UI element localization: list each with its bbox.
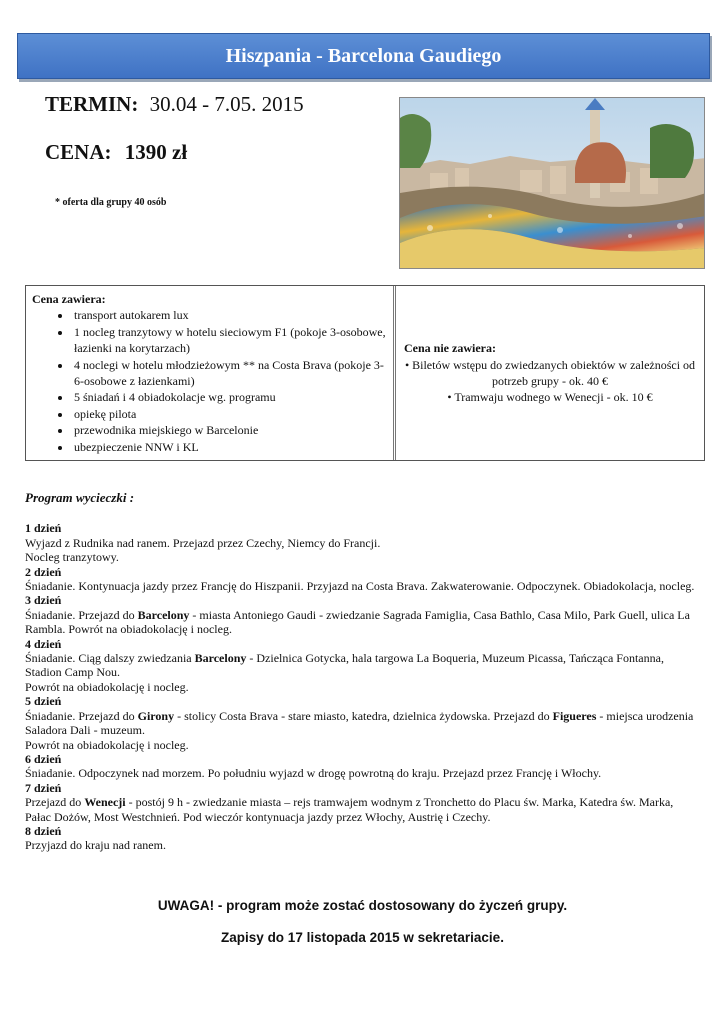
list-item: • Biletów wstępu do zwiedzanych obiektów w zależności od potrzeb grupy - ok. 40 € <box>404 357 696 388</box>
list-item: • ubezpieczenie NNW i KL <box>72 439 387 455</box>
offer-note: * oferta dla grupy 40 osób <box>55 197 167 208</box>
day-description <box>25 709 695 738</box>
price-table <box>25 285 705 461</box>
day-heading: 3 dzień <box>25 593 62 608</box>
day-description <box>25 550 695 564</box>
day-description <box>25 738 695 752</box>
place-name: Wenecji <box>84 795 126 810</box>
place-name: Barcelony <box>194 651 247 666</box>
list-item: • opiekę pilota <box>72 406 387 422</box>
day-text: - miasta Antoniego Gaudi - zwiedzanie Sagrada Famiglia, Casa Bathlo, Casa Milo, Park Guell, ulica La Rambla. Powrót na obiadokolację i nocleg. <box>25 607 690 637</box>
includes-heading: Cena zawiera: <box>32 292 106 306</box>
price-value: 1390 zł <box>124 140 188 164</box>
day-text: Śniadanie. Przejazd do <box>25 708 138 723</box>
day-description <box>25 536 695 550</box>
place-name: Figueres <box>552 708 597 723</box>
term-line <box>45 92 304 117</box>
list-item: • 5 śniadań i 4 obiadokolacje wg. programu <box>72 389 387 405</box>
day-text: Przyjazd do kraju nad ranem. <box>25 838 166 853</box>
day-description <box>25 795 695 824</box>
day-heading: 4 dzień <box>25 636 62 651</box>
day-heading: 2 dzień <box>25 564 62 579</box>
notice-warning: UWAGA! - program może zostać dostosowany do życzeń grupy. <box>157 898 568 913</box>
day-description <box>25 579 695 593</box>
day-heading: 7 dzień <box>25 780 62 795</box>
excludes-cell <box>396 286 704 460</box>
day-text: - stolicy Costa Brava - stare miasto, katedra, dzielnica żydowska. Przejazd do <box>174 708 553 723</box>
price-line <box>45 140 187 165</box>
list-item: • przewodnika miejskiego w Barcelonie <box>72 422 387 438</box>
excludes-list <box>404 357 696 406</box>
price-label: CENA: <box>45 140 112 164</box>
barcelona-photo <box>399 97 705 269</box>
day-text: Śniadanie. Kontynuacja jazdy przez Francję do Hiszpanii. Przyjazd na Costa Brava. Zakwaterowanie. Odpoczynek. Obiadokolacja, nocleg. <box>25 579 695 594</box>
program-section <box>25 491 695 853</box>
day-text: Powrót na obiadokolację i nocleg. <box>25 679 189 694</box>
day-text: Nocleg tranzytowy. <box>25 550 119 565</box>
day-text: Powrót na obiadokolację i nocleg. <box>25 737 189 752</box>
day-description <box>25 608 695 637</box>
excludes-heading: Cena nie zawiera: <box>404 341 496 356</box>
list-item: • Tramwaju wodnego w Wenecji - ok. 10 € <box>447 390 653 405</box>
list-item: • 4 noclegi w hotelu młodzieżowym ** na Costa Brava (pokoje 3-6-osobowe z łazienkami) <box>72 357 387 390</box>
day-heading: 6 dzień <box>25 751 62 766</box>
title-banner <box>17 33 710 79</box>
day-text: Śniadanie. Odpoczynek nad morzem. Po południu wyjazd w drogę powrotną do kraju. Przejazd przez Francję i Włochy. <box>25 766 602 781</box>
place-name: Girony <box>137 708 175 723</box>
day-description <box>25 766 695 780</box>
list-item: • 1 nocleg tranzytowy w hotelu sieciowym F1 (pokoje 3-osobowe, łazienki na korytarzach) <box>72 324 387 357</box>
program-days <box>25 521 695 852</box>
day-description <box>25 680 695 694</box>
day-description <box>25 838 695 852</box>
term-label: TERMIN: <box>45 92 139 116</box>
day-text: Wyjazd z Rudnika nad ranem. Przejazd przez Czechy, Niemcy do Francji. <box>25 535 381 550</box>
list-item: • transport autokarem lux <box>72 307 387 323</box>
day-text: - postój 9 h - zwiedzanie miasta – rejs tramwajem wodnym z Tronchetto do Placu św. Marka, Katedra św. Marka, Pałac Dożów, Most Westchnień. Pod wieczór kontynuacja jazdy przez Włochy, Austrię i Czechy. <box>25 795 674 824</box>
place-name: Barcelony <box>137 607 190 622</box>
day-heading: 8 dzień <box>25 823 62 838</box>
day-text: - Dzielnica Gotycka, hala targowa La Boqueria, Muzeum Picassa, Tańcząca Fontanna, Stadion Camp Nou. <box>25 651 664 680</box>
notice-signup: Zapisy do 17 listopada 2015 w sekretariacie. <box>221 930 504 945</box>
term-value: 30.04 - 7.05. 2015 <box>149 92 304 116</box>
day-heading: 1 dzień <box>25 521 62 536</box>
day-text: Śniadanie. Ciąg dalszy zwiedzania <box>25 651 195 666</box>
day-text: Śniadanie. Przejazd do <box>25 607 138 622</box>
park-guell-image <box>400 98 705 269</box>
day-description <box>25 651 695 680</box>
day-text: Przejazd do <box>25 795 85 810</box>
program-title: Program wycieczki : <box>25 490 135 505</box>
day-heading: 5 dzień <box>25 694 62 709</box>
day-text: - miejsca urodzenia Saladora Dali - muzeum. <box>25 708 694 738</box>
page-title: Hiszpania - Barcelona Gaudiego <box>225 44 502 67</box>
includes-cell <box>26 286 396 460</box>
includes-list <box>32 307 387 455</box>
